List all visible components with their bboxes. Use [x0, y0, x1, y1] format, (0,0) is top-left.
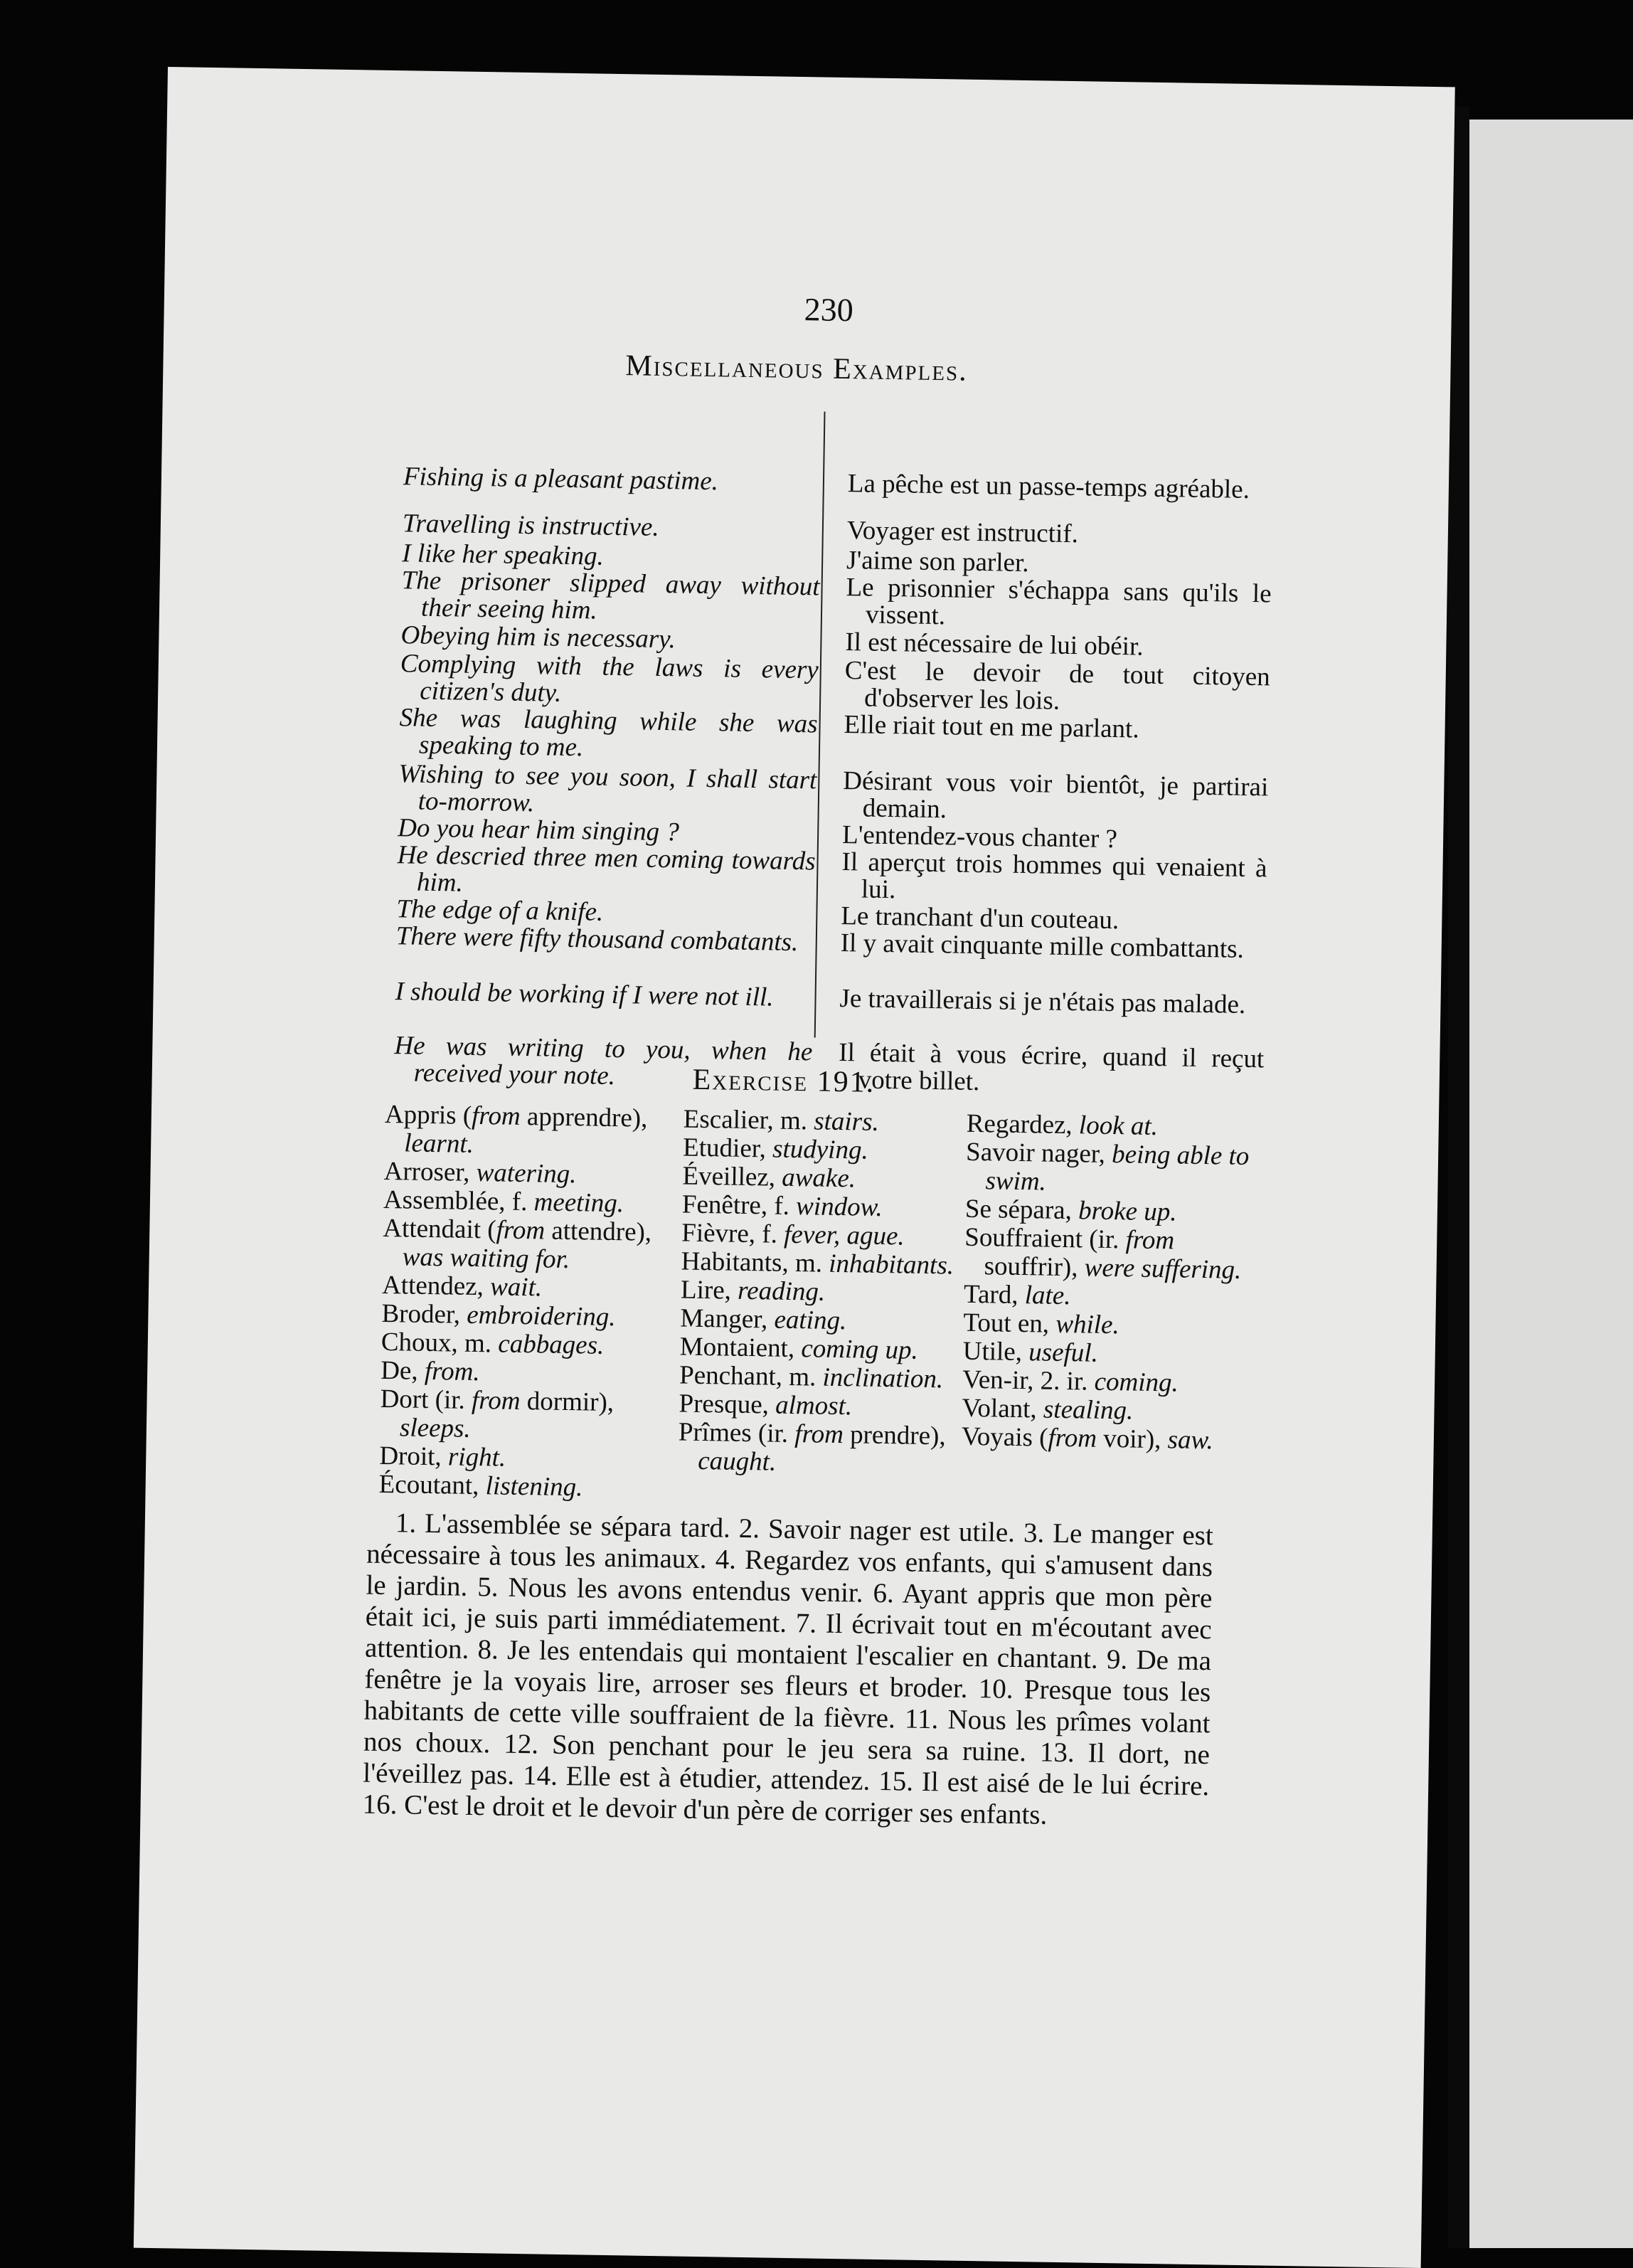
- vocab-english: coming up.: [801, 1334, 919, 1365]
- vocab-english: from.: [424, 1356, 480, 1387]
- vocab-french: Presque,: [679, 1389, 776, 1420]
- vocab-from: from: [1125, 1225, 1175, 1256]
- vocab-french: Assemblée, f.: [383, 1185, 534, 1217]
- vocab-english: cabbages.: [498, 1329, 605, 1360]
- vocab-english: window.: [795, 1192, 883, 1222]
- vocab-entry: [378, 1471, 664, 1503]
- vocab-french: Penchant, m.: [679, 1360, 823, 1392]
- book-page: [134, 67, 1455, 2268]
- vocab-english: while.: [1055, 1309, 1120, 1340]
- vocab-french: Attendez,: [381, 1270, 491, 1302]
- vocab-english: were suffering.: [1084, 1253, 1242, 1285]
- vocab-english: eating.: [774, 1305, 847, 1336]
- vocab-french-root: apprendre),: [520, 1101, 648, 1133]
- vocab-english: studying.: [772, 1134, 869, 1165]
- vocab-french: Fenêtre, f.: [681, 1189, 797, 1222]
- vocab-entry: [384, 1101, 669, 1162]
- section-title: Miscellaneous Examples.: [625, 349, 969, 388]
- vocab-english: coming.: [1094, 1367, 1179, 1398]
- vocab-french: Lire,: [680, 1275, 738, 1305]
- vocab-entry: [382, 1214, 667, 1276]
- example-english: Travelling is instructive.: [402, 509, 659, 542]
- vocab-english: meeting.: [533, 1187, 624, 1219]
- example-french: L'entendez-vous chanter ?: [841, 820, 1118, 854]
- example-french: Il y avait cinquante mille combattants.: [840, 928, 1245, 964]
- vocab-french-root: dormir),: [520, 1387, 615, 1418]
- vocab-english: useful.: [1028, 1337, 1099, 1368]
- example-english: He descried three men coming towards him.: [397, 840, 816, 898]
- example-french: J'aime son parler.: [846, 546, 1029, 578]
- vocab-english: caught.: [697, 1446, 777, 1477]
- vocab-french: Manger,: [680, 1303, 775, 1335]
- vocab-english: broke up.: [1078, 1196, 1177, 1227]
- vocab-french: Regardez,: [966, 1108, 1080, 1140]
- vocab-english: almost.: [775, 1390, 853, 1421]
- vocab-french: Dort (ir.: [380, 1384, 472, 1415]
- vocab-english: wait.: [489, 1272, 543, 1303]
- vocabulary-column-2: [678, 1106, 968, 1480]
- vocab-english: watering.: [476, 1158, 577, 1189]
- vocab-english: inhabitants.: [828, 1249, 954, 1281]
- vocab-english: sleeps.: [399, 1413, 471, 1443]
- vocab-french: Etudier,: [682, 1133, 773, 1164]
- vocab-entry: [965, 1138, 1250, 1199]
- vocab-english: awake.: [781, 1162, 856, 1194]
- example-french: Le tranchant d'un couteau.: [841, 901, 1119, 936]
- vocab-entry: [380, 1385, 665, 1446]
- vocab-french-root: souffrir),: [984, 1251, 1085, 1283]
- example-english: Fishing is a pleasant pastime.: [403, 462, 719, 497]
- vocab-english: saw.: [1167, 1425, 1214, 1456]
- vocab-french: Se sépara,: [964, 1194, 1079, 1226]
- example-english: There were fifty thousand combatants.: [395, 921, 799, 958]
- example-french: Je travaillerais si je n'étais pas malade.: [839, 984, 1246, 1019]
- vocab-english: stealing.: [1043, 1394, 1134, 1426]
- vocab-english: right.: [447, 1442, 506, 1473]
- vocab-french: Volant,: [962, 1393, 1044, 1424]
- example-french: Le prisonnier s'échappa sans qu'ils le vissent.: [846, 573, 1272, 631]
- vocab-french: Utile,: [962, 1336, 1029, 1367]
- example-english: I like her speaking.: [401, 539, 605, 571]
- vocab-entry: [962, 1423, 1247, 1456]
- vocab-french: Prîmes (ir.: [678, 1417, 795, 1449]
- vocab-french: Choux, m.: [381, 1327, 499, 1359]
- vocab-french: Tout en,: [963, 1308, 1056, 1339]
- vocab-french: Tard,: [963, 1279, 1026, 1310]
- vocab-french: Escalier, m.: [683, 1104, 814, 1136]
- example-french: Il est nécessaire de lui obéir.: [845, 627, 1144, 662]
- vocabulary-column-3: [962, 1110, 1251, 1456]
- vocab-french: Appris (: [384, 1099, 472, 1130]
- vocab-english: was waiting for.: [402, 1242, 570, 1275]
- vocab-french: Fièvre, f.: [681, 1218, 784, 1249]
- example-english: He was writing to you, when he received your note.: [394, 1031, 813, 1091]
- vocab-english: embroidering.: [466, 1300, 616, 1332]
- example-french: Désirant vous voir bientôt, je partirai demain.: [843, 766, 1269, 825]
- vocab-french: Souffraient (ir.: [964, 1222, 1127, 1255]
- vocab-english: late.: [1024, 1281, 1071, 1311]
- vocab-english: learnt.: [403, 1128, 474, 1159]
- vocabulary-column-1: [378, 1101, 669, 1503]
- vocab-french: Droit,: [379, 1441, 449, 1472]
- vocab-from: from: [471, 1101, 521, 1131]
- vocab-english: reading.: [737, 1276, 826, 1307]
- vocab-french: Habitants, m.: [681, 1246, 829, 1278]
- vocab-from: from: [794, 1419, 844, 1450]
- exercise-title: Exercise 191.: [692, 1063, 876, 1099]
- example-english: The prisoner slipped away without their seeing him.: [401, 566, 820, 625]
- vocab-french-root: attendre),: [544, 1216, 652, 1247]
- example-english: Wishing to see you soon, I shall start to-morrow.: [398, 759, 817, 818]
- vocab-french: Arroser,: [383, 1156, 477, 1188]
- example-english: Do you hear him singing ?: [397, 813, 680, 847]
- vocab-french: Ven-ir, 2. ir.: [962, 1364, 1095, 1397]
- vocab-french: De,: [380, 1355, 425, 1386]
- example-english: She was laughing while she was speaking to me.: [399, 703, 818, 763]
- example-english: The edge of a knife.: [396, 894, 604, 927]
- vocab-french-root: voir),: [1096, 1424, 1169, 1455]
- vocab-english: fever, ague.: [783, 1219, 905, 1251]
- example-french: Il aperçut trois hommes qui venaient à lui.: [841, 847, 1267, 905]
- example-english: I should be working if I were not ill.: [395, 977, 774, 1012]
- vocab-from: from: [471, 1385, 521, 1416]
- example-french: Elle riait tout en me parlant.: [844, 710, 1139, 744]
- vocab-english: look at.: [1078, 1111, 1159, 1142]
- example-french: Il était à vous écrire, quand il reçut votre billet.: [839, 1037, 1265, 1097]
- vocab-french: Broder,: [381, 1298, 467, 1330]
- vocab-french: Savoir nager,: [965, 1137, 1112, 1170]
- vocab-english: being able to swim.: [985, 1140, 1250, 1197]
- example-english: Obeying him is necessary.: [400, 620, 676, 655]
- vocab-from: from: [496, 1215, 546, 1246]
- vocab-french: Voyais (: [961, 1421, 1048, 1453]
- adjacent-page-edge: [1469, 120, 1633, 2248]
- example-english: Complying with the laws is every citizen's duty.: [400, 649, 819, 708]
- example-french: Voyager est instructif.: [846, 516, 1079, 549]
- vocab-english: listening.: [485, 1471, 583, 1503]
- page-number: 230: [804, 291, 854, 329]
- vocab-french: Attendait (: [383, 1213, 496, 1245]
- vocab-english: inclination.: [822, 1362, 944, 1394]
- vocab-entry: [964, 1224, 1249, 1285]
- vocab-from: from: [1048, 1423, 1097, 1453]
- example-french: C'est le devoir de tout citoyen d'observer les lois.: [844, 656, 1271, 716]
- example-french: La pêche est un passe-temps agréable.: [847, 469, 1250, 504]
- vocab-french: Montaient,: [679, 1332, 802, 1364]
- vocab-english: stairs.: [813, 1106, 880, 1137]
- vocab-entry: [678, 1419, 963, 1480]
- vocab-french: Éveillez,: [682, 1161, 782, 1192]
- page-gutter-shadow: [1448, 107, 1469, 2248]
- exercise-sentences: 1. L'assemblée se sépara tard. 2. Savoir nager est utile. 3. Le manger est nécessaire à tous les animaux. 4. Regardez vos enfants, qui s'amusent dans le jardin. 5. Nous les avons entendus venir. 6. Ayant appris que mon père était ici, je suis parti immédiatement. 7. Il écrivait tout en m'écoutant avec attention. 8. Je les entendais qui montaient l'escalier en chantant. 9. De ma fenêtre je la voyais lire, arroser ses fleurs et broder. 10. Presque tous les habitants de cette ville souffraient de la fièvre. 11. Nous les prîmes volant nos choux. 12. Son penchant pour le jeu sera sa ruine. 13. Il dort, ne l'éveillez pas. 14. Elle est à étudier, attendez. 15. Il est aisé de le lui écrire. 16. C'est le droit et le devoir d'un père de corriger ses enfants.: [362, 1507, 1214, 1830]
- vocab-french-root: prendre),: [843, 1420, 946, 1451]
- vocab-french: Écoutant,: [378, 1469, 486, 1501]
